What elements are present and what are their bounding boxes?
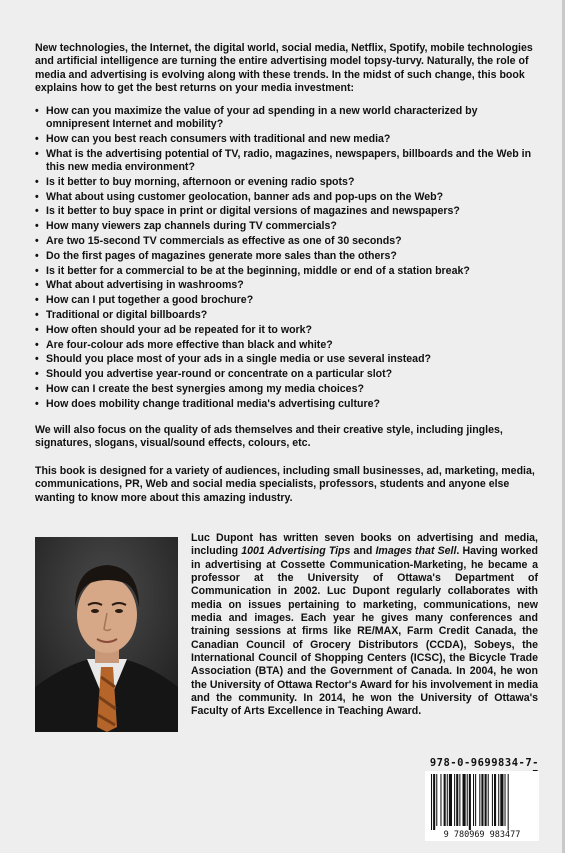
barcode-bar <box>469 774 471 830</box>
barcode-bar <box>456 774 458 826</box>
question-item: • How can you best reach consumers with traditional and new media? <box>35 133 535 146</box>
question-item: • How can I create the best synergies among my media choices? <box>35 383 535 396</box>
barcode-bar <box>500 774 503 826</box>
question-item: • Is it better to buy space in print or digital versions of magazines and newspapers? <box>35 205 535 218</box>
barcode-bar <box>431 774 432 830</box>
barcode-bar <box>449 774 452 826</box>
intro-paragraph: New technologies, the Internet, the digital world, social media, Netflix, Spotify, mobile technologies and artificial intelligence are turning the entire advertising model topsy-turvy. Naturally, the role of media and advertising is evolving along with these trends. In the midst of such change, this book explains how to get the best returns on your media investment: <box>35 42 533 95</box>
barcode-bar <box>436 774 437 826</box>
question-item: • Is it better to buy morning, afternoon or evening radio spots? <box>35 176 535 189</box>
question-item: • What about using customer geolocation, banner ads and pop-ups on the Web? <box>35 191 535 204</box>
questions-list <box>35 105 535 413</box>
isbn-number: 978-0-9699834-7- <box>429 757 539 769</box>
barcode-bar <box>494 774 496 826</box>
question-item: • How does mobility change traditional media's advertising culture? <box>35 398 535 411</box>
author-bio <box>191 532 538 719</box>
barcode-bar <box>492 774 493 826</box>
question-item: • How can you maximize the value of your ad spending in a new world characterized by omnipresent Internet and mobility? <box>35 105 535 131</box>
barcode-bar <box>485 774 487 826</box>
question-item: • Should you place most of your ads in a single media or use several instead? <box>35 353 535 366</box>
barcode-bar <box>454 774 455 826</box>
barcode-bar <box>481 774 483 826</box>
question-item: • How often should your ad be repeated for it to work? <box>35 324 535 337</box>
question-item: • Is it better for a commercial to be at the beginning, middle or end of a station break? <box>35 265 535 278</box>
audience-paragraph: This book is designed for a variety of audiences, including small businesses, ad, marketing, media, communications, PR, Web and social media specialists, professors, students and anyone else wanting to know more about this amazing industry. <box>35 465 535 504</box>
barcode-bar <box>447 774 448 826</box>
barcode-bar <box>479 774 480 826</box>
isbn-barcode <box>425 771 539 841</box>
barcode-digits: 9 780969 983477 <box>443 830 521 840</box>
bio-text: Luc Dupont has written seven books on advertising and media, including <box>191 532 538 558</box>
question-item: • Are two 15-second TV commercials as effective as one of 30 seconds? <box>35 235 535 248</box>
barcode-bar <box>444 774 446 826</box>
barcode-bar <box>505 774 506 826</box>
book-title: 1001 Advertising Tips <box>241 545 351 558</box>
question-item: • How many viewers zap channels during TV commercials? <box>35 220 535 233</box>
question-item: • Do the first pages of magazines generate more sales than the others? <box>35 250 535 263</box>
question-item: • Are four-colour ads more effective than black and white? <box>35 339 535 352</box>
bio-text: . Having worked in advertising at Cossette Communication-Marketing, he became a professor at the University of Ottawa's Department of Communication in 2002. Luc Dupont regularly collaborates with media on issues pertaining to marketing, communications, new media and images. Each year he gives many conferences and training sessions at firms like RE/MAX, Farm Credit Canada, the Canadian Council of Grocery Distributors (CCDA), Sobeys, the International Council of Shopping Centers (ICSC), the Bicycle Trade Association (BTA) and the Government of Canada. In 2004, he won the University of Ottawa Rector's Award for his involvement in media and the community. In 2014, he won the University of Ottawa's Faculty of Arts Excellence in Teaching Award. <box>191 545 538 718</box>
question-item: • What is the advertising potential of TV, radio, magazines, newspapers, billboards and the Web in this new media environment? <box>35 148 535 174</box>
barcode-bar <box>488 774 489 826</box>
barcode-bar <box>433 774 435 830</box>
barcode-bar <box>440 774 441 826</box>
barcode-bar <box>459 774 460 826</box>
question-item: • How can I put together a good brochure? <box>35 294 535 307</box>
barcode-bar <box>463 774 466 826</box>
barcode-bar <box>467 774 468 826</box>
barcode-bar <box>508 774 509 830</box>
bio-text: and <box>350 545 376 558</box>
barcode-bar <box>475 774 476 826</box>
creative-style-paragraph: We will also focus on the quality of ads themselves and their creative style, including jingles, signatures, slogans, visual/sound effects, colours, etc. <box>35 424 503 450</box>
question-item: • Traditional or digital billboards? <box>35 309 535 322</box>
author-photo <box>35 537 178 732</box>
barcode-bar <box>498 774 499 826</box>
question-item: • Should you advertise year-round or concentrate on a particular slot? <box>35 368 535 381</box>
question-item: • What about advertising in washrooms? <box>35 279 535 292</box>
barcode-bar <box>473 774 474 826</box>
book-title: Images that Sell <box>375 545 457 558</box>
